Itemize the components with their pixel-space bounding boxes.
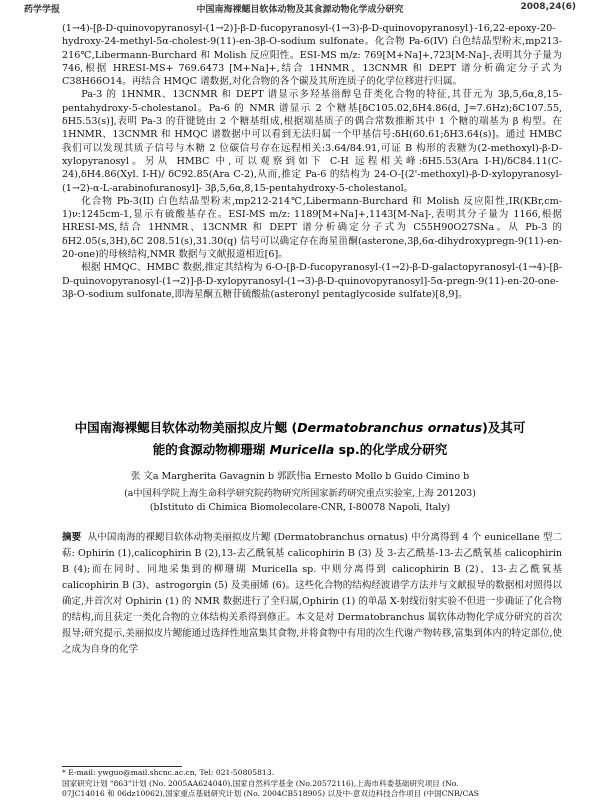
- paragraph: 根据 HMQC、HMBC 数据,推定其结构为 6-O-[β-D-fucopyranosyl-(1→2)-β-D-galactopyranosyl-(1→4)-[β-D-quinovopyranosyl-(1→2)]-β-D-xylopyranosyl-(1→3)-β-D-quinovopyranosyl]-5α-pregn-9(11)-en-20-one-3β-O-sodium sulfonate,即海星酮五糖苷硫酸盐(asteronyl pentaglycoside sulfate)[8,9]。: [62, 262, 562, 300]
- abstract: [62, 530, 562, 658]
- species-name: Dermatobranchus ornatus: [297, 420, 483, 435]
- article-title: [40, 417, 560, 461]
- title-line-1: 中国南海裸鳃目软体动物美丽拟皮片鳃 (Dermatobranchus ornatus)及其可: [74, 420, 526, 435]
- abstract-text: 从中国南海的裸鳃目软体动物美丽拟皮片鳃 (Dermatobranchus ornatus) 中分离得到 4 个 eunicellane 型二萜: Ophirin (1),calicophirin B (2),13-去乙酰氧基 calicophirin B (3) 及 3-去乙酰基-13-去乙酰氧基 calicophirin B (4);而在同时、同地采集到的柳珊瑚 Muricella sp. 中则分离得到 calicophirin B (2)、13-去乙酰氧基 calicophirin B (3)、astrogorgin (5) 及美丽烯 (6)。这些化合物的结构经波谱学方法并与文献报导的数据相对照得以确定,并首次对 Ophirin (1) 的 NMR 数据进行了全归属,Ophirin (1) 的单晶 X-射线衍射实验不但进一步确证了化合物的结构,而且获定一类化合物的立体结构关系得到修正。本文是对 Dermatobranchus 属软体动物化学成分研究的首次报导;研究提示,美丽拟皮片鳃能通过选择性地富集其食物,并将食物中有用的次生代谢产物转移,富集到体内的特定部位,使之成为自身的化学: [62, 532, 562, 655]
- abstract-label: 摘要: [62, 532, 82, 543]
- affiliations: [40, 487, 560, 515]
- footnotes: [62, 768, 562, 800]
- genus-name: Muricella: [269, 442, 335, 457]
- paragraph: (1→4)-[β-D-quinovopyranosyl-(1→2)]-β-D-fucopyranosyl-(1→3)-β-D-quinovopyranosyl}-16,22-epoxy-20-hydroxy-24-methyl-5α-cholest-9(11)-en-3β-O-sodium sulfonate。化合物 Pa-6(IV) 白色结晶型粉末,mp213-216℃,Libermann-Burchard 和 Molish 反应阳性。ESI-MS m/z: 769[M+Na]+,723[M-Na]-,表明其分子量为 746,根据 HRESI-MS+ 769.6473 [M+Na]+,结合 1HNMR、13CNMR 和 DEPT 谱分析确定分子式为 C38H66O14。再结合 HMQC 谱数据,对化合物的各个碳及其所连质子的化学位移进行归属。: [62, 23, 562, 88]
- paragraph: 化合物 Pb-3(II) 白色结晶型粉末,mp212-214℃,Libermann-Burchard 和 Molish 反应阳性,IR(KBr,cm-1)ν:1245cm-1,显示有硫酸基存在。ESI-MS m/z: 1189[M+Na]+,1143[M-Na]-,表明其分子量为 1166,根据 HRESI-MS,结合 1HNMR、13CNMR 和 DEPT 谱分析确定分子式为 C55H90O27SNa。从 Pb-3 的 δH2.05(s,3H),δC 208.51(s),31.30(q) 信号可以确定存在海星甾酮(asterone,3β,6α-dihydroxypregn-9(11)-en-20-one)的母核结构,NMR 数据与文献报道相近[6]。: [62, 195, 562, 261]
- body-text-upper: [62, 22, 562, 301]
- footnote-funding-cont: 07JC14016 和 06dz10062),国家重点基础研究计划 (No. 2004CB518905) 以及中-意双边科技合作项目 (中国CNR/CAS: [62, 789, 479, 798]
- footnote-funding: 国家研究计划 "863"计划 (No. 2005AA624040),国家自然科学基金 (No.20572116),上海市科委基础研究项目 (No.: [62, 778, 459, 788]
- footnote-email: * E-mail: ywguo@mail.shcnc.ac.cn, Tel: 021-50805813.: [62, 768, 274, 777]
- running-header: [24, 2, 576, 16]
- author-list: 张 文a Margherita Gavagnin b 郭跃伟a Ernesto Mollo b Guido Cimino b: [130, 471, 470, 482]
- affiliation-a: (a中国科学院上海生命科学研究院药物研究所国家新药研究重点实验室,上海 201203): [124, 488, 476, 499]
- footnote-divider: [62, 766, 182, 767]
- running-title: 中国南海裸鳃目软体动物及其食源动物化学成分研究: [196, 5, 404, 15]
- paragraph: Pa-3 的 1HNMR、13CNMR 和 DEPT 谱显示多羟基甾醇皂苷类化合物的特征,其苷元为 3β,5,6α,8,15-pentahydroxy-5-cholestanol。Pa-6 的 NMR 谱显示 2 个糖基[δC105.02,δH4.86(d, J=7.6Hz);δC107.55, δH5.53(s)],表明 Pa-3 的苷键链由 2 个糖基组成,根据端基质子的偶合常数推断其中 1 个糖的端基为 β 构型。在 1HNMR、13CNMR 和 HMQC 谱数据中可以看到无法归属一个甲基信号:δH(60.61;δH3.64(s)]。通过 HMBC 我们可以发现其质子信号与木糖 2 位碳信号存在远程相关:3.64/84.91,可证 B 构形的表糖为(2-methoxyl)-β-D-xylopyranosyl。另从 HMBC 中,可以观察到如下 C-H 远程相关峰:δH5.53(Ara I-H)/δC84.11(C-24),δH4.86(Xyl. I-H)/ δC92.85(Ara C-2),从而,推定 Pa-6 的结构为 24-O-[(2'-methoxyl)-β-D-xylopyranosyl-(1→2)-α-L-arabinofuranosyl]- 3β,5,6α,8,15-pentahydroxy-5-cholestanol。: [62, 89, 562, 194]
- issue-info: 2008,24(6): [520, 2, 576, 12]
- journal-name: 药学学报: [24, 5, 61, 15]
- affiliation-b: (bIstituto di Chimica Biomolecolare-CNR, I-80078 Napoli, Italy): [149, 502, 451, 513]
- title-line-2: 能的食源动物柳珊瑚 Muricella sp.的化学成分研究: [152, 442, 448, 457]
